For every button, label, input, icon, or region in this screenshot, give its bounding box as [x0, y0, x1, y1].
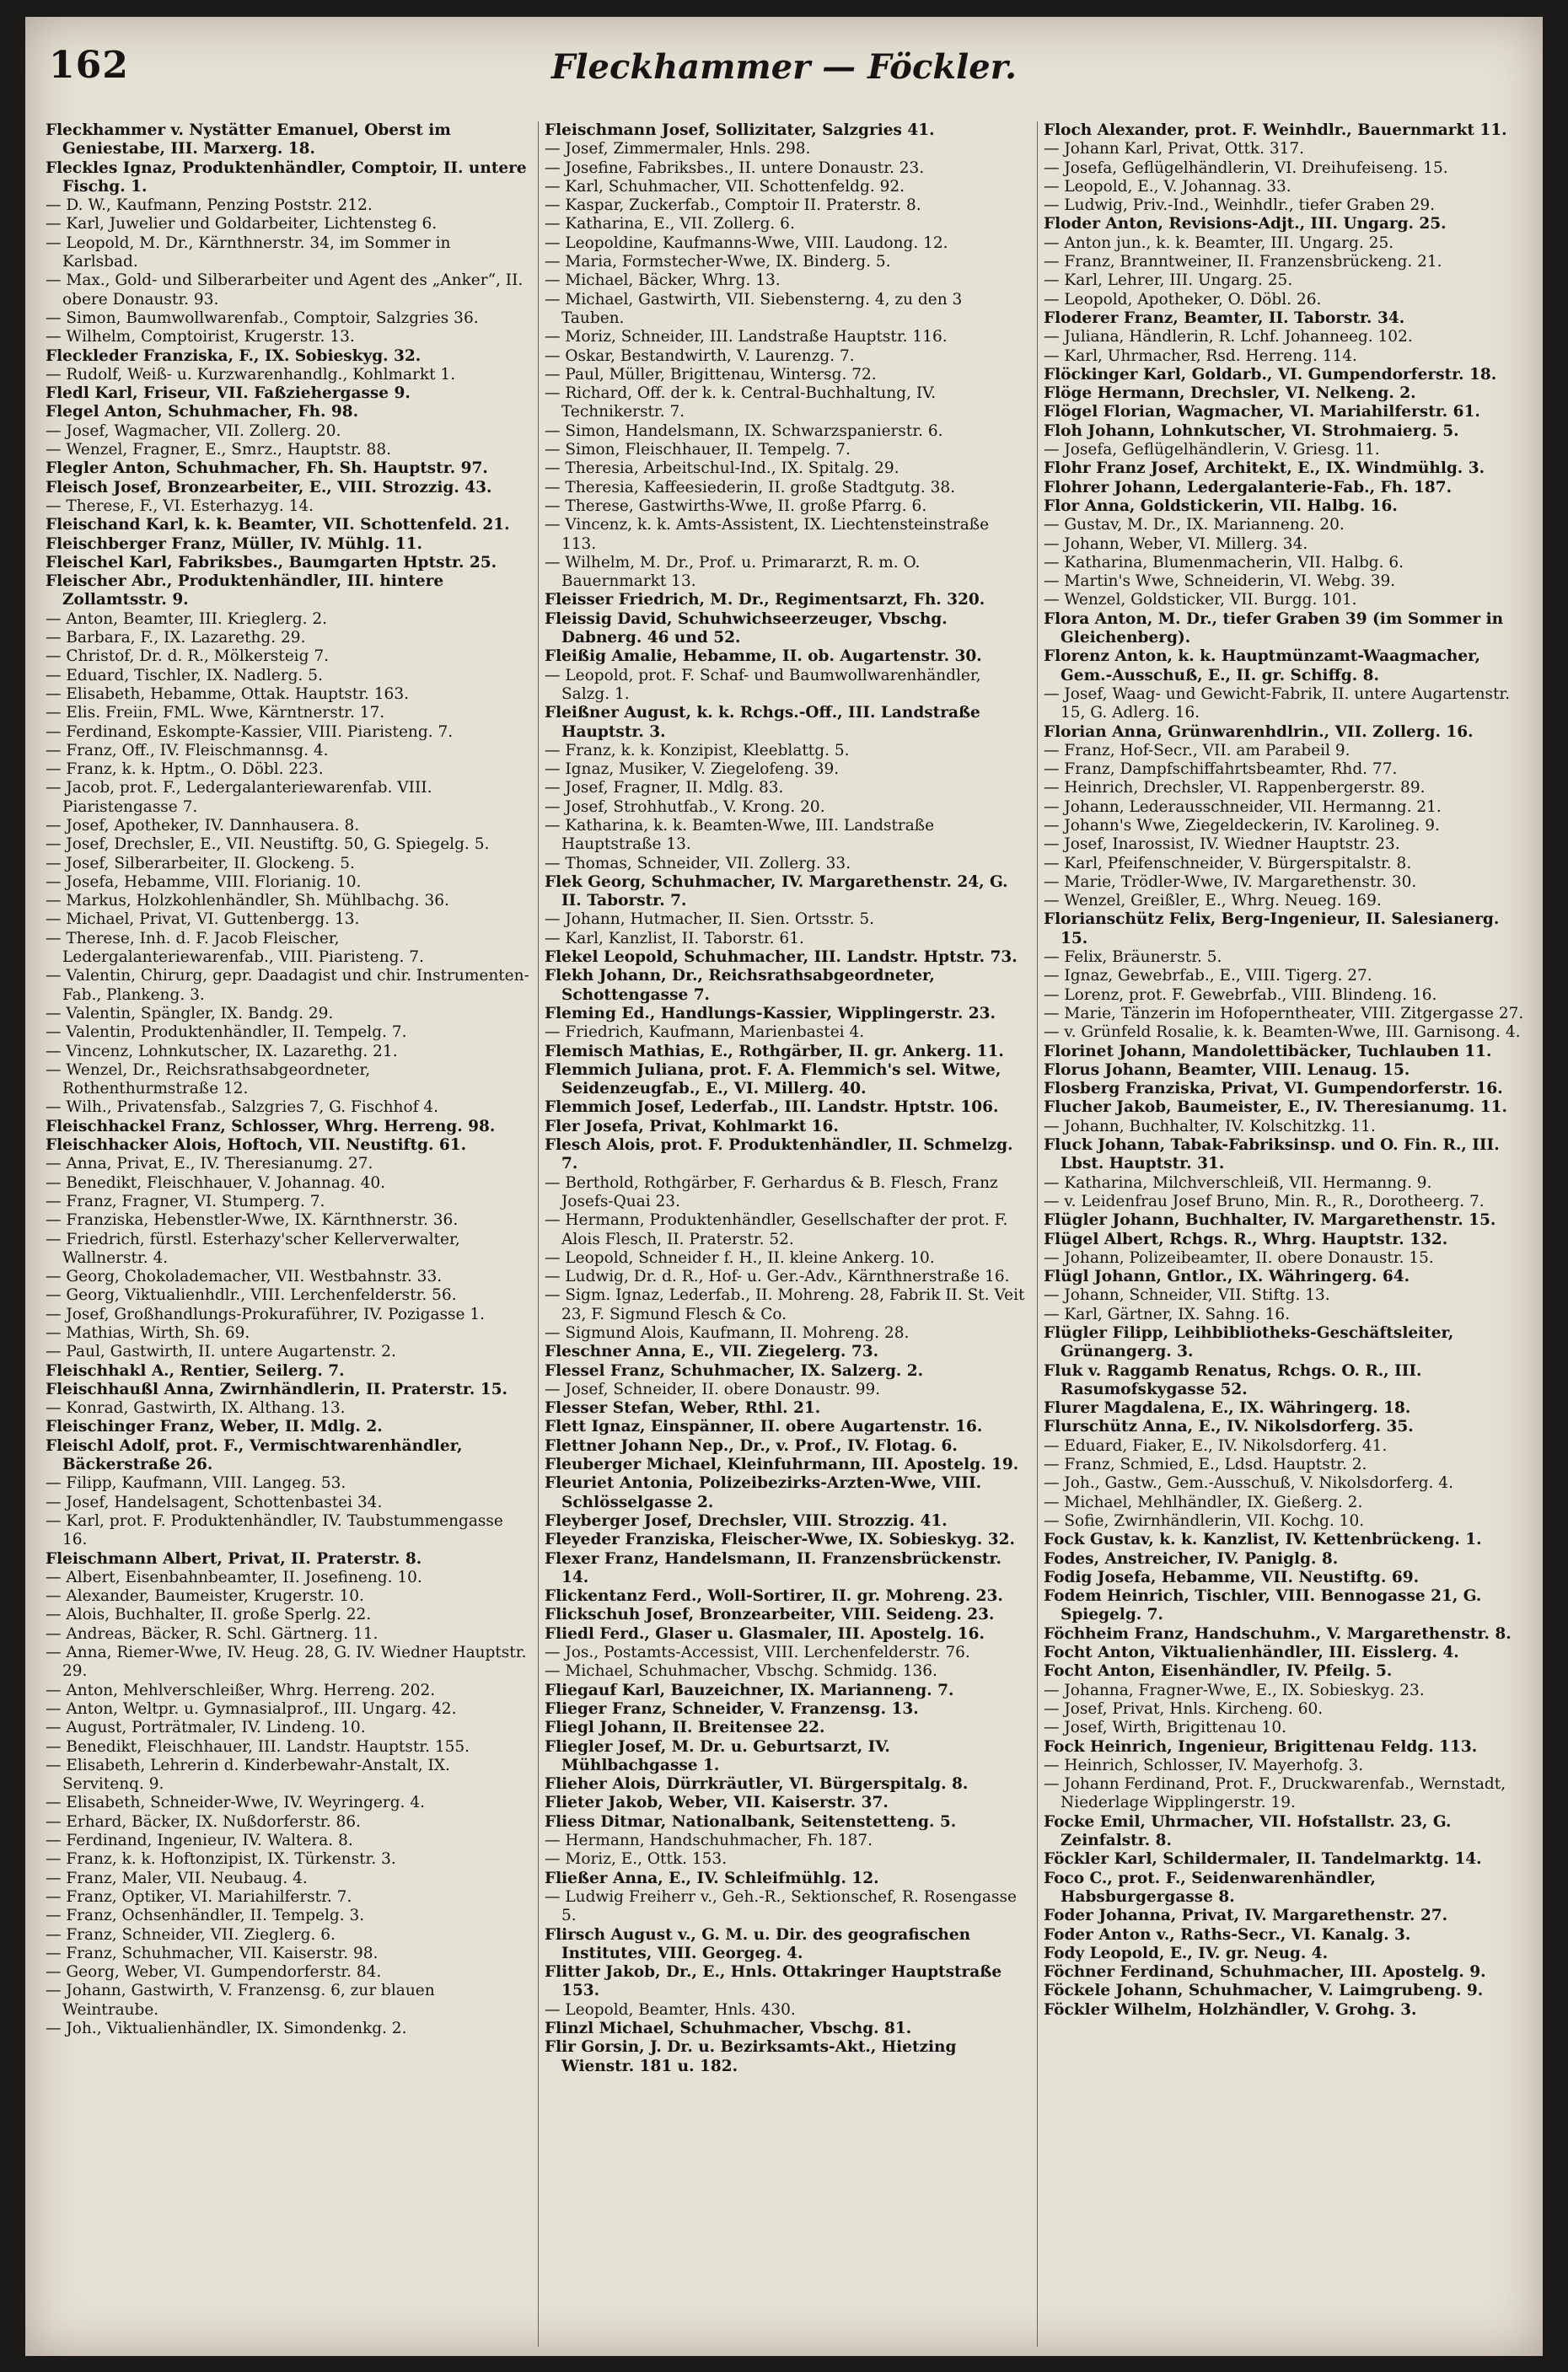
sub-entry: — Oskar, Bestandwirth, V. Laurenzg. 7. — [545, 346, 855, 365]
surname-entry: Flinzl Michael, Schuhmacher, Vbschg. 81. — [545, 2019, 912, 2037]
sub-entry: — Georg, Weber, VI. Gumpendorferstr. 84. — [46, 1963, 382, 1982]
surname-entry: Flöckinger Karl, Goldarb., VI. Gumpendorferstr. 18. — [1044, 365, 1497, 384]
surname-entry: Fliegauf Karl, Bauzeichner, IX. Marianneng. 7. — [545, 1681, 954, 1699]
sub-entry: — Therese, Inh. d. F. Jacob Fleischer, Ledergalanteriewarenfab., VIII. Piaristeng. 7. — [46, 929, 424, 967]
surname-entry: Fleissig David, Schuhwichseerzeuger, Vbschg. Dabnerg. 46 und 52. — [545, 609, 948, 647]
surname-entry: Flemmich Josef, Lederfab., III. Landstr. Hptstr. 106. — [545, 1098, 999, 1117]
surname-entry: Flir Gorsin, J. Dr. u. Bezirksamts-Akt., Hietzing Wienstr. 181 u. 182. — [545, 2038, 957, 2075]
surname-entry: Floh Johann, Lohnkutscher, VI. Strohmaierg. 5. — [1044, 421, 1459, 440]
sub-entry: — Eduard, Tischler, IX. Nadlerg. 5. — [46, 666, 323, 684]
sub-entry: — Wilh., Privatensfab., Salzgries 7, G. Fischhof 4. — [46, 1098, 438, 1117]
surname-entry: Fleischberger Franz, Müller, IV. Mühlg. 11. — [46, 534, 422, 553]
surname-entry: Fleischhakl A., Rentier, Seilerg. 7. — [46, 1361, 345, 1380]
surname-entry: Foder Anton v., Raths-Secr., VI. Kanalg. 3. — [1044, 1925, 1411, 1944]
surname-entry: Florus Johann, Beamter, VIII. Lenaug. 15. — [1044, 1060, 1410, 1079]
sub-entry: — Wilhelm, M. Dr., Prof. u. Primararzt, R. m. O. Bauernmarkt 13. — [545, 553, 921, 591]
sub-entry: — Leopold, Beamter, Hnls. 430. — [545, 2000, 796, 2019]
sub-entry: — Valentin, Chirurg, gepr. Daadagist und chir. Instrumenten-Fab., Plankeng. 3. — [46, 967, 529, 1004]
sub-entry: — Josefa, Hebamme, VIII. Florianig. 10. — [46, 872, 362, 891]
surname-entry: Fleischel Karl, Fabriksbes., Baumgarten Hptstr. 25. — [46, 553, 497, 572]
sub-entry: — Anton jun., k. k. Beamter, III. Ungarg. 25. — [1044, 233, 1394, 252]
sub-entry: — Johann's Wwe, Ziegeldeckerin, IV. Karolineg. 9. — [1044, 816, 1440, 834]
sub-entry: — Christof, Dr. d. R., Mölkersteig 7. — [46, 647, 329, 666]
sub-entry: — Johann, Weber, VI. Millerg. 34. — [1044, 534, 1308, 553]
sub-entry: — Marie, Trödler-Wwe, IV. Margarethenstr. 30. — [1044, 872, 1417, 891]
surname-entry: Fledl Karl, Friseur, VII. Faßziehergasse 9. — [46, 384, 411, 403]
sub-entry: — Ludwig, Priv.-Ind., Weinhdlr., tiefer Graben 29. — [1044, 196, 1435, 215]
sub-entry: — Anton, Weltpr. u. Gymnasialprof., III. Ungarg. 42. — [46, 1699, 457, 1718]
sub-entry: — Lorenz, prot. F. Gewebrfab., VIII. Blindeng. 16. — [1044, 985, 1437, 1004]
sub-entry: — Thomas, Schneider, VII. Zollerg. 33. — [545, 854, 851, 872]
surname-entry: Fleyeder Franziska, Fleischer-Wwe, IX. Sobieskyg. 32. — [545, 1531, 1015, 1549]
column-middle — [545, 121, 1028, 2347]
sub-entry: — Josef, Wirth, Brigittenau 10. — [1044, 1719, 1286, 1737]
sub-entry: — Ludwig Freiherr v., Geh.-R., Sektionschef, R. Rosengasse 5. — [545, 1887, 1017, 1925]
sub-entry: — Felix, Bräunerstr. 5. — [1044, 948, 1222, 967]
sub-entry: — Benedikt, Fleischhauer, V. Johannag. 40. — [46, 1173, 385, 1192]
directory-page — [25, 17, 1543, 2356]
sub-entry: — Elis. Freiin, FML. Wwe, Kärntnerstr. 17. — [46, 704, 385, 722]
surname-entry: Flohr Franz Josef, Architekt, E., IX. Windmühlg. 3. — [1044, 459, 1485, 478]
sub-entry: — Josef, Silberarbeiter, II. Glockeng. 5. — [46, 854, 355, 872]
surname-entry: Florinet Johann, Mandolettibäcker, Tuchlauben 11. — [1044, 1042, 1492, 1060]
sub-entry: — Ignaz, Gewebrfab., E., VIII. Tigerg. 27. — [1044, 967, 1372, 985]
surname-entry: Flügler Filipp, Leihbibliotheks-Geschäftsleiter, Grünangerg. 3. — [1044, 1324, 1454, 1361]
sub-entry: — Therese, Gastwirths-Wwe, II. große Pfarrg. 6. — [545, 496, 927, 515]
surname-entry: Fleuriet Antonia, Polizeibezirks-Arzten-Wwe, VIII. Schlösselgasse 2. — [545, 1474, 982, 1511]
sub-entry: — Ferdinand, Eskompte-Kassier, VIII. Piaristeng. 7. — [46, 722, 454, 741]
surname-entry: Fleschner Anna, E., VII. Ziegelerg. 73. — [545, 1343, 879, 1361]
sub-entry: — Michael, Privat, VI. Guttenbergg. 13. — [46, 910, 360, 929]
surname-entry: Flickentanz Ferd., Woll-Sortirer, II. gr. Mohreng. 23. — [545, 1587, 1003, 1606]
surname-entry: Floderer Franz, Beamter, II. Taborstr. 34. — [1044, 309, 1405, 327]
sub-entry: — Heinrich, Schlosser, IV. Mayerhofg. 3. — [1044, 1756, 1364, 1774]
surname-entry: Flegler Anton, Schuhmacher, Fh. Sh. Hauptstr. 97. — [46, 459, 488, 478]
sub-entry: — Elisabeth, Lehrerin d. Kinderbewahr-Anstalt, IX. Servitenq. 9. — [46, 1756, 450, 1794]
sub-entry: — Johann, Buchhalter, IV. Kolschitzkg. 11. — [1044, 1117, 1376, 1135]
surname-entry: Flexer Franz, Handelsmann, II. Franzensbrückenstr. 14. — [545, 1549, 1001, 1586]
surname-entry: Foco C., prot. F., Seidenwarenhändler, Habsburgergasse 8. — [1044, 1869, 1376, 1906]
surname-entry: Flosberg Franziska, Privat, VI. Gumpendorferstr. 16. — [1044, 1080, 1503, 1098]
sub-entry: — Elisabeth, Schneider-Wwe, IV. Weyringerg. 4. — [46, 1794, 425, 1812]
surname-entry: Flitter Jakob, Dr., E., Hnls. Ottakringer Hauptstraße 153. — [545, 1963, 1002, 2000]
sub-entry: — Karl, Uhrmacher, Rsd. Herreng. 114. — [1044, 346, 1357, 365]
sub-entry: — Josef, Großhandlungs-Prokuraführer, IV. Pozigasse 1. — [46, 1305, 485, 1323]
sub-entry: — Josef, Zimmermaler, Hnls. 298. — [545, 140, 811, 158]
surname-entry: Flügler Johann, Buchhalter, IV. Margarethenstr. 15. — [1044, 1211, 1496, 1230]
surname-entry: Floder Anton, Revisions-Adjt., III. Ungarg. 25. — [1044, 215, 1447, 233]
sub-entry: — Franziska, Hebenstler-Wwe, IX. Kärnthnerstr. 36. — [46, 1211, 459, 1230]
surname-entry: Florenz Anton, k. k. Hauptmünzamt-Waagmacher, Gem.-Ausschuß, E., II. gr. Schiffg. 8. — [1044, 647, 1480, 684]
column-left — [46, 121, 529, 2347]
sub-entry: — Barbara, F., IX. Lazarethg. 29. — [46, 629, 306, 647]
surname-entry: Focht Anton, Eisenhändler, IV. Pfeilg. 5. — [1044, 1662, 1393, 1681]
surname-entry: Fleißner August, k. k. Rchgs.-Off., III. Landstraße Hauptstr. 3. — [545, 704, 980, 741]
surname-entry: Fliegl Johann, II. Breitensee 22. — [545, 1719, 825, 1737]
sub-entry: — Johann Ferdinand, Prot. F., Druckwarenfab., Wernstadt, Niederlage Wipplingerstr. 19. — [1044, 1775, 1506, 1812]
sub-entry: — Filipp, Kaufmann, VIII. Langeg. 53. — [46, 1474, 346, 1493]
sub-entry: — Johann, Lederausschneider, VII. Hermanng. 21. — [1044, 797, 1442, 816]
sub-entry: — Jos., Postamts-Accessist, VIII. Lerchenfelderstr. 76. — [545, 1644, 970, 1662]
sub-entry: — Joh., Viktualienhändler, IX. Simondenkg. 2. — [46, 2019, 407, 2037]
surname-entry: Fock Heinrich, Ingenieur, Brigittenau Feldg. 113. — [1044, 1737, 1478, 1756]
surname-entry: Focht Anton, Viktualienhändler, III. Eisslerg. 4. — [1044, 1644, 1459, 1662]
sub-entry: — Konrad, Gastwirth, IX. Althang. 13. — [46, 1399, 346, 1418]
surname-entry: Fleming Ed., Handlungs-Kassier, Wipplingerstr. 23. — [545, 1004, 996, 1022]
sub-entry: — Leopold, M. Dr., Kärnthnerstr. 34, im Sommer in Karlsbad. — [46, 233, 451, 271]
sub-entry: — Karl, prot. F. Produktenhändler, IV. Taubstummengasse 16. — [46, 1511, 503, 1549]
sub-entry: — Katharina, E., VII. Zollerg. 6. — [545, 215, 795, 233]
sub-entry: — Juliana, Händlerin, R. Lchf. Johanneeg. 102. — [1044, 328, 1413, 346]
surname-entry: Floch Alexander, prot. F. Weinhdlr., Bauernmarkt 11. — [1044, 121, 1507, 139]
sub-entry: — Johanna, Fragner-Wwe, E., IX. Sobieskyg. 23. — [1044, 1681, 1425, 1699]
column-divider — [1037, 121, 1038, 2347]
sub-entry: — Martin's Wwe, Schneiderin, VI. Webg. 39. — [1044, 572, 1396, 591]
sub-entry: — Vincenz, k. k. Amts-Assistent, IX. Liechtensteinstraße 113. — [545, 516, 990, 553]
sub-entry: — Simon, Fleischhauer, II. Tempelg. 7. — [545, 441, 851, 459]
sub-entry: — Franz, k. k. Hptm., O. Döbl. 223. — [46, 760, 324, 779]
sub-entry: — Sofie, Zwirnhändlerin, VII. Kochg. 10. — [1044, 1511, 1365, 1530]
surname-entry: Fliedl Ferd., Glaser u. Glasmaler, III. Apostelg. 16. — [545, 1624, 985, 1643]
surname-entry: Fleißig Amalie, Hebamme, II. ob. Augartenstr. 30. — [545, 647, 982, 666]
sub-entry: — Gustav, M. Dr., IX. Marianneng. 20. — [1044, 516, 1345, 534]
sub-entry: — Paul, Müller, Brigittenau, Wintersg. 72. — [545, 365, 877, 384]
sub-entry: — Leopoldine, Kaufmanns-Wwe, VIII. Laudong. 12. — [545, 233, 948, 252]
surname-entry: Fodig Josefa, Hebamme, VII. Neustiftg. 69. — [1044, 1568, 1420, 1586]
surname-entry: Flieger Franz, Schneider, V. Franzensg. 13. — [545, 1699, 919, 1718]
surname-entry: Föckele Johann, Schuhmacher, V. Laimgrubeng. 9. — [1044, 1982, 1484, 2000]
surname-entry: Fleischl Adolf, prot. F., Vermischtwarenhändler, Bäckerstraße 26. — [46, 1436, 463, 1474]
sub-entry: — Simon, Baumwollwarenfab., Comptoir, Salzgries 36. — [46, 309, 479, 327]
surname-entry: Fluck Johann, Tabak-Fabriksinsp. und O. Fin. R., III. Lbst. Hauptstr. 31. — [1044, 1136, 1500, 1173]
sub-entry: — Josefa, Geflügelhändlerin, V. Griesg. 11. — [1044, 441, 1380, 459]
surname-entry: Florian Anna, Grünwarenhdlrin., VII. Zollerg. 16. — [1044, 722, 1474, 741]
sub-entry: — Michael, Gastwirth, VII. Siebensterng. 4, zu den 3 Tauben. — [545, 290, 963, 327]
sub-entry: — Wenzel, Goldsticker, VII. Burgg. 101. — [1044, 591, 1357, 609]
surname-entry: Föchner Ferdinand, Schuhmacher, III. Apostelg. 9. — [1044, 1963, 1486, 1982]
sub-entry: — Theresia, Arbeitschul-Ind., IX. Spitalg. 29. — [545, 459, 899, 478]
sub-entry: — Joh., Gastw., Gem.-Ausschuß, V. Nikolsdorferg. 4. — [1044, 1474, 1453, 1493]
sub-entry: — Katharina, k. k. Beamten-Wwe, III. Landstraße Hauptstraße 13. — [545, 816, 935, 854]
surname-entry: Fodes, Anstreicher, IV. Paniglg. 8. — [1044, 1549, 1339, 1568]
surname-entry: Föckler Karl, Schildermaler, II. Tandelmarktg. 14. — [1044, 1850, 1482, 1869]
sub-entry: — Alexander, Baumeister, Krugerstr. 10. — [46, 1587, 364, 1606]
sub-entry: — Alois, Buchhalter, II. große Sperlg. 22. — [46, 1606, 372, 1624]
surname-entry: Flesser Stefan, Weber, Rthl. 21. — [545, 1399, 821, 1418]
sub-entry: — Josef, Drechsler, E., VII. Neustiftg. 50, G. Spiegelg. 5. — [46, 835, 490, 854]
sub-entry: — Franz, Fragner, VI. Stumperg. 7. — [46, 1192, 325, 1210]
sub-entry: — Karl, Juwelier und Goldarbeiter, Lichtensteg 6. — [46, 215, 438, 233]
surname-entry: Fleyberger Josef, Drechsler, VIII. Strozzig. 41. — [545, 1511, 948, 1530]
surname-entry: Fler Josefa, Privat, Kohlmarkt 16. — [545, 1117, 839, 1135]
surname-entry: Fleisser Friedrich, M. Dr., Regimentsarzt, Fh. 320. — [545, 591, 985, 609]
surname-entry: Fluk v. Raggamb Renatus, Rchgs. O. R., III. Rasumofskygasse 52. — [1044, 1361, 1422, 1398]
surname-entry: Flucher Jakob, Baumeister, E., IV. Theresianumg. 11. — [1044, 1098, 1507, 1117]
sub-entry: — Michael, Bäcker, Whrg. 13. — [545, 271, 781, 290]
surname-entry: Fleckleder Franziska, F., IX. Sobieskyg. 32. — [46, 346, 422, 365]
sub-entry: — Mathias, Wirth, Sh. 69. — [46, 1324, 250, 1342]
sub-entry: — Ignaz, Musiker, V. Ziegelofeng. 39. — [545, 760, 840, 779]
surname-entry: Flieher Alois, Dürrkräutler, VI. Bürgerspitalg. 8. — [545, 1775, 969, 1794]
sub-entry: — Wenzel, Fragner, E., Smrz., Hauptstr. 88. — [46, 441, 391, 459]
sub-entry: — Heinrich, Drechsler, VI. Rappenbergerstr. 89. — [1044, 779, 1426, 797]
sub-entry: — Hermann, Produktenhändler, Gesellschafter der prot. F. Alois Flesch, II. Praterstr. 52. — [545, 1211, 1008, 1248]
page-header — [25, 17, 1543, 93]
sub-entry: — Anton, Mehlverschleißer, Whrg. Herreng. 202. — [46, 1681, 436, 1699]
sub-entry: — Friedrich, Kaufmann, Marienbastei 4. — [545, 1023, 865, 1042]
directory-columns — [46, 121, 1529, 2347]
sub-entry: — Markus, Holzkohlenhändler, Sh. Mühlbachg. 36. — [46, 892, 449, 910]
sub-entry: — Jacob, prot. F., Ledergalanteriewarenfab. VIII. Piaristengasse 7. — [46, 779, 432, 816]
surname-entry: Flek Georg, Schuhmacher, IV. Margarethenstr. 24, G. II. Taborstr. 7. — [545, 872, 1008, 910]
sub-entry: — Sigm. Ignaz, Lederfab., II. Mohreng. 28, Fabrik II. St. Veit 23, F. Sigmund Flesch & Co. — [545, 1286, 1025, 1323]
sub-entry: — Eduard, Fiaker, E., IV. Nikolsdorferg. 41. — [1044, 1436, 1388, 1455]
sub-entry: — Michael, Schuhmacher, Vbschg. Schmidg. 136. — [545, 1662, 937, 1681]
sub-entry: — Wilhelm, Comptoirist, Krugerstr. 13. — [46, 328, 355, 346]
sub-entry: — Kaspar, Zuckerfab., Comptoir II. Praterstr. 8. — [545, 196, 921, 215]
surname-entry: Fleckles Ignaz, Produktenhändler, Comptoir, II. untere Fischg. 1. — [46, 158, 527, 196]
surname-entry: Flohrer Johann, Ledergalanterie-Fab., Fh. 187. — [1044, 478, 1453, 496]
sub-entry: — Franz, k. k. Hoftonzipist, IX. Türkenstr. 3. — [46, 1850, 396, 1869]
sub-entry: — Paul, Gastwirth, II. untere Augartenstr. 2. — [46, 1343, 396, 1361]
sub-entry: — Max., Gold- und Silberarbeiter und Agent des „Anker“, II. obere Donaustr. 93. — [46, 271, 524, 309]
surname-entry: Flügel Albert, Rchgs. R., Whrg. Hauptstr. 132. — [1044, 1230, 1448, 1248]
sub-entry: — Franz, Schuhmacher, VII. Kaiserstr. 98. — [46, 1944, 379, 1962]
sub-entry: — Johann, Gastwirth, V. Franzensg. 6, zur blauen Weintraube. — [46, 1982, 435, 2019]
surname-entry: Flurschütz Anna, E., IV. Nikolsdorferg. 35. — [1044, 1418, 1414, 1436]
surname-entry: Focke Emil, Uhrmacher, VII. Hofstallstr. 23, G. Zeinfalstr. 8. — [1044, 1812, 1452, 1850]
sub-entry: — Elisabeth, Hebamme, Ottak. Hauptstr. 163. — [46, 684, 409, 703]
surname-entry: Flurer Magdalena, E., IX. Währingerg. 18. — [1044, 1399, 1411, 1418]
surname-entry: Fleuberger Michael, Kleinfuhrmann, III. Apostelg. 19. — [545, 1456, 1019, 1474]
surname-entry: Flesch Alois, prot. F. Produktenhändler, II. Schmelzg. 7. — [545, 1136, 1013, 1173]
sub-entry: — Therese, F., VI. Esterhazyg. 14. — [46, 496, 314, 515]
surname-entry: Flöge Hermann, Drechsler, VI. Nelkeng. 2. — [1044, 384, 1416, 403]
surname-entry: Flegel Anton, Schuhmacher, Fh. 98. — [46, 403, 359, 421]
sub-entry: — Franz, Off., IV. Fleischmannsg. 4. — [46, 741, 329, 759]
sub-entry: — Moriz, E., Ottk. 153. — [545, 1850, 728, 1869]
sub-entry: — D. W., Kaufmann, Penzing Poststr. 212. — [46, 196, 373, 215]
sub-entry: — Katharina, Milchverschleiß, VII. Hermanng. 9. — [1044, 1173, 1432, 1192]
sub-entry: — August, Porträtmaler, IV. Lindeng. 10. — [46, 1719, 366, 1737]
sub-entry: — Leopold, prot. F. Schaf- und Baumwollwarenhändler, Salzg. 1. — [545, 666, 981, 703]
surname-entry: Fock Gustav, k. k. Kanzlist, IV. Kettenbrückeng. 1. — [1044, 1531, 1482, 1549]
sub-entry: — Josef, Waag- und Gewicht-Fabrik, II. untere Augartenstr. 15, G. Adlerg. 16. — [1044, 684, 1511, 722]
surname-entry: Flekh Johann, Dr., Reichsrathsabgeordneter, Schottengasse 7. — [545, 967, 935, 1004]
sub-entry: — Josef, Strohhutfab., V. Krong. 20. — [545, 797, 825, 816]
sub-entry: — Georg, Viktualienhdlr., VIII. Lerchenfelderstr. 56. — [46, 1286, 457, 1305]
surname-entry: Fody Leopold, E., IV. gr. Neug. 4. — [1044, 1944, 1329, 1962]
sub-entry: — Vincenz, Lohnkutscher, IX. Lazarethg. 21. — [46, 1042, 398, 1060]
surname-entry: Föckler Wilhelm, Holzhändler, V. Grohg. 3. — [1044, 2000, 1417, 2019]
sub-entry: — Johann, Polizeibeamter, II. obere Donaustr. 15. — [1044, 1248, 1434, 1267]
sub-entry: — Berthold, Rothgärber, F. Gerhardus & B. Flesch, Franz Josefs-Quai 23. — [545, 1173, 998, 1210]
sub-entry: — Moriz, Schneider, III. Landstraße Hauptstr. 116. — [545, 328, 948, 346]
sub-entry: — Leopold, Apotheker, O. Döbl. 26. — [1044, 290, 1322, 309]
sub-entry: — Josefa, Geflügelhändlerin, VI. Dreihufeiseng. 15. — [1044, 158, 1448, 177]
sub-entry: — Rudolf, Weiß- u. Kurzwarenhandlg., Kohlmarkt 1. — [46, 365, 456, 384]
sub-entry: — Erhard, Bäcker, IX. Nußdorferstr. 86. — [46, 1812, 361, 1831]
sub-entry: — Franz, Ochsenhändler, II. Tempelg. 3. — [46, 1907, 365, 1925]
surname-entry: Flemisch Mathias, E., Rothgärber, II. gr. Ankerg. 11. — [545, 1042, 1004, 1060]
sub-entry: — Richard, Off. der k. k. Central-Buchhaltung, IV. Technikerstr. 7. — [545, 384, 937, 421]
surname-entry: Fließer Anna, E., IV. Schleifmühlg. 12. — [545, 1869, 879, 1887]
surname-entry: Flügl Johann, Gntlor., IX. Währingerg. 64. — [1044, 1268, 1410, 1286]
sub-entry: — Maria, Formstecher-Wwe, IX. Binderg. 5. — [545, 253, 891, 271]
sub-entry: — Albert, Eisenbahnbeamter, II. Josefineng. 10. — [46, 1568, 422, 1586]
sub-entry: — Karl, Pfeifenschneider, V. Bürgerspitalstr. 8. — [1044, 854, 1412, 872]
sub-entry: — Friedrich, fürstl. Esterhazy'scher Kellerverwalter, Wallnerstr. 4. — [46, 1230, 460, 1267]
sub-entry: — Josef, Wagmacher, VII. Zollerg. 20. — [46, 421, 341, 440]
sub-entry: — Josef, Schneider, II. obere Donaustr. 99. — [545, 1380, 881, 1398]
sub-entry: — Franz, k. k. Konzipist, Kleeblattg. 5. — [545, 741, 850, 759]
column-divider — [538, 121, 539, 2347]
sub-entry: — Johann Karl, Privat, Ottk. 317. — [1044, 140, 1305, 158]
surname-entry: Florianschütz Felix, Berg-Ingenieur, II. Salesianerg. 15. — [1044, 910, 1500, 947]
sub-entry: — Franz, Dampfschiffahrtsbeamter, Rhd. 77. — [1044, 760, 1398, 779]
surname-entry: Flettner Johann Nep., Dr., v. Prof., IV. Flotag. 6. — [545, 1436, 958, 1455]
surname-entry: Fleischhacker Alois, Hoftoch, VII. Neustiftg. 61. — [46, 1136, 467, 1155]
sub-entry: — v. Leidenfrau Josef Bruno, Min. R., R., Dorotheerg. 7. — [1044, 1192, 1485, 1210]
surname-entry: Flekel Leopold, Schuhmacher, III. Landstr. Hptstr. 73. — [545, 948, 1018, 967]
sub-entry: — Anna, Riemer-Wwe, IV. Heug. 28, G. IV. Wiedner Hauptstr. 29. — [46, 1644, 527, 1681]
surname-entry: Fodem Heinrich, Tischler, VIII. Bennogasse 21, G. Spiegelg. 7. — [1044, 1587, 1482, 1624]
sub-entry: — Franz, Schneider, VII. Zieglerg. 6. — [46, 1925, 336, 1944]
sub-entry: — Leopold, E., V. Johannag. 33. — [1044, 177, 1291, 196]
surname-entry: Fleischinger Franz, Weber, II. Mdlg. 2. — [46, 1418, 383, 1436]
surname-entry: Fleischer Abr., Produktenhändler, III. hintere Zollamtsstr. 9. — [46, 572, 444, 609]
sub-entry: — Karl, Schuhmacher, VII. Schottenfeldg. 92. — [545, 177, 905, 196]
sub-entry: — Josef, Apotheker, IV. Dannhausera. 8. — [46, 816, 360, 834]
sub-entry: — Marie, Tänzerin im Hofoperntheater, VIII. Zitgergasse 27. — [1044, 1004, 1524, 1022]
surname-entry: Flieter Jakob, Weber, VII. Kaiserstr. 37. — [545, 1794, 889, 1812]
sub-entry: — Karl, Kanzlist, II. Taborstr. 61. — [545, 929, 804, 947]
surname-entry: Fleisch Josef, Bronzearbeiter, E., VIII. Strozzig. 43. — [46, 478, 492, 496]
sub-entry: — v. Grünfeld Rosalie, k. k. Beamten-Wwe, III. Garnisong. 4. — [1044, 1023, 1521, 1042]
sub-entry: — Hermann, Handschuhmacher, Fh. 187. — [545, 1832, 873, 1850]
sub-entry: — Andreas, Bäcker, R. Schl. Gärtnerg. 11. — [46, 1624, 379, 1643]
sub-entry: — Josef, Fragner, II. Mdlg. 83. — [545, 779, 784, 797]
sub-entry: — Benedikt, Fleischhauer, III. Landstr. Hauptstr. 155. — [46, 1737, 470, 1756]
sub-entry: — Josef, Handelsagent, Schottenbastei 34. — [46, 1493, 383, 1511]
running-title: Fleckhammer — Föckler. — [550, 47, 1018, 87]
surname-entry: Flor Anna, Goldstickerin, VII. Halbg. 16. — [1044, 496, 1398, 515]
sub-entry: — Franz, Hof-Secr., VII. am Parabeil 9. — [1044, 741, 1351, 759]
sub-entry: — Georg, Chokolademacher, VII. Westbahnstr. 33. — [46, 1268, 443, 1286]
sub-entry: — Sigmund Alois, Kaufmann, II. Mohreng. 28. — [545, 1324, 910, 1342]
sub-entry: — Franz, Optiker, VI. Mariahilferstr. 7. — [46, 1887, 352, 1906]
surname-entry: Fleischmann Josef, Sollizitater, Salzgries 41. — [545, 121, 935, 139]
surname-entry: Foder Johanna, Privat, IV. Margarethenstr. 27. — [1044, 1907, 1448, 1925]
surname-entry: Flemmich Juliana, prot. F. A. Flemmich's sel. Witwe, Seidenzeugfab., E., VI. Millerg. 40. — [545, 1060, 1001, 1098]
sub-entry: — Franz, Branntweiner, II. Franzensbrückeng. 21. — [1044, 253, 1442, 271]
sub-entry: — Karl, Lehrer, III. Ungarg. 25. — [1044, 271, 1293, 290]
sub-entry: — Johann, Schneider, VII. Stiftg. 13. — [1044, 1286, 1330, 1305]
sub-entry: — Wenzel, Dr., Reichsrathsabgeordneter, Rothenthurmstraße 12. — [46, 1060, 371, 1098]
sub-entry: — Franz, Schmied, E., Ldsd. Hauptstr. 2. — [1044, 1456, 1367, 1474]
sub-entry: — Josefine, Fabriksbes., II. untere Donaustr. 23. — [545, 158, 925, 177]
surname-entry: Fleischmann Albert, Privat, II. Praterstr. 8. — [46, 1549, 422, 1568]
sub-entry: — Wenzel, Greißler, E., Whrg. Neueg. 169. — [1044, 892, 1382, 910]
sub-entry: — Karl, Gärtner, IX. Sahng. 16. — [1044, 1305, 1291, 1323]
sub-entry: — Leopold, Schneider f. H., II. kleine Ankerg. 10. — [545, 1248, 935, 1267]
sub-entry: — Valentin, Produktenhändler, II. Tempelg. 7. — [46, 1023, 407, 1042]
sub-entry: — Josef, Privat, Hnls. Kircheng. 60. — [1044, 1699, 1324, 1718]
surname-entry: Fleischand Karl, k. k. Beamter, VII. Schottenfeld. 21. — [46, 516, 510, 534]
sub-entry: — Michael, Mehlhändler, IX. Gießerg. 2. — [1044, 1493, 1363, 1511]
surname-entry: Föchheim Franz, Handschuhm., V. Margarethenstr. 8. — [1044, 1624, 1512, 1643]
sub-entry: — Ferdinand, Ingenieur, IV. Waltera. 8. — [46, 1832, 353, 1850]
surname-entry: Flora Anton, M. Dr., tiefer Graben 39 (im Sommer in Gleichenberg). — [1044, 609, 1504, 647]
sub-entry: — Ludwig, Dr. d. R., Hof- u. Ger.-Adv., Kärnthnerstraße 16. — [545, 1268, 1010, 1286]
sub-entry: — Anna, Privat, E., IV. Theresianumg. 27. — [46, 1155, 373, 1173]
surname-entry: Fleischhaußl Anna, Zwirnhändlerin, II. Praterstr. 15. — [46, 1380, 507, 1398]
surname-entry: Fliegler Josef, M. Dr. u. Geburtsarzt, IV. Mühlbachgasse 1. — [545, 1737, 890, 1774]
column-right — [1044, 121, 1528, 2347]
sub-entry: — Simon, Handelsmann, IX. Schwarzspanierstr. 6. — [545, 421, 943, 440]
surname-entry: Flirsch August v., G. M. u. Dir. des geografischen Institutes, VIII. Georgeg. 4. — [545, 1925, 971, 1962]
sub-entry: — Theresia, Kaffeesiederin, II. große Stadtgutg. 38. — [545, 478, 956, 496]
sub-entry: — Franz, Maler, VII. Neubaug. 4. — [46, 1869, 308, 1887]
sub-entry: — Josef, Inarossist, IV. Wiedner Hauptstr. 23. — [1044, 835, 1400, 854]
sub-entry: — Anton, Beamter, III. Krieglerg. 2. — [46, 609, 327, 628]
sub-entry: — Johann, Hutmacher, II. Sien. Ortsstr. 5. — [545, 910, 875, 929]
surname-entry: Fliess Ditmar, Nationalbank, Seitenstetteng. 5. — [545, 1812, 957, 1831]
surname-entry: Fleischhackel Franz, Schlosser, Whrg. Herreng. 98. — [46, 1117, 496, 1135]
sub-entry: — Valentin, Spängler, IX. Bandg. 29. — [46, 1004, 334, 1022]
page-number: 162 — [49, 44, 129, 87]
surname-entry: Flessel Franz, Schuhmacher, IX. Salzerg. 2. — [545, 1361, 924, 1380]
surname-entry: Flögel Florian, Wagmacher, VI. Mariahilferstr. 61. — [1044, 403, 1480, 421]
surname-entry: Flickschuh Josef, Bronzearbeiter, VIII. Seideng. 23. — [545, 1606, 995, 1624]
surname-entry: Flett Ignaz, Einspänner, II. obere Augartenstr. 16. — [545, 1418, 983, 1436]
surname-entry: Fleckhammer v. Nystätter Emanuel, Oberst im Geniestabe, III. Marxerg. 18. — [46, 121, 451, 158]
sub-entry: — Katharina, Blumenmacherin, VII. Halbg. 6. — [1044, 553, 1404, 572]
